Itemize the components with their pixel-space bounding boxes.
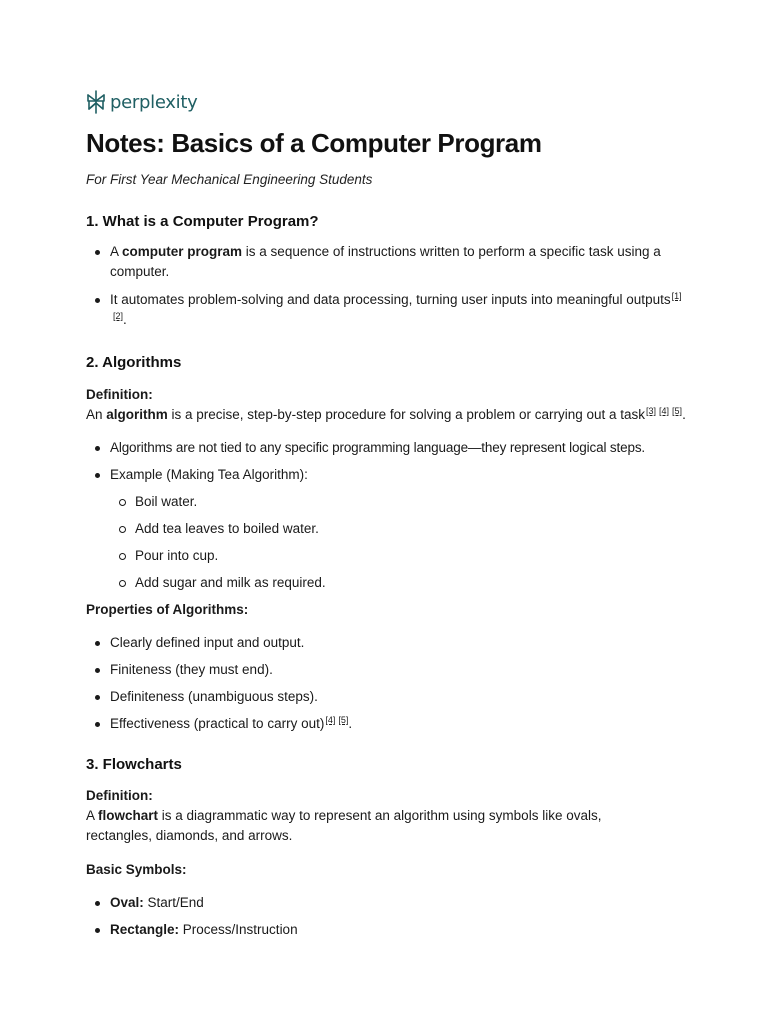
properties-label: Properties of Algorithms: [86, 602, 249, 617]
symbol-desc: Start/End [143, 895, 204, 910]
text-run: . [682, 407, 686, 422]
list-item [86, 920, 686, 940]
sub-list-item: Add tea leaves to boiled water. [86, 519, 686, 539]
text-run: is a diagrammatic way to represent an algorithm using symbols like ovals, rectangles, diamonds, and arrows. [86, 808, 602, 843]
list-item [86, 290, 686, 330]
text-run: . [123, 312, 127, 327]
text-run: A [86, 808, 99, 823]
bold-term: flowchart [98, 808, 159, 823]
sub-list-item: Pour into cup. [86, 546, 686, 566]
list-item: Finiteness (they must end). [86, 660, 686, 680]
text-run: Effectiveness (practical to carry out) [110, 716, 325, 731]
sub-list-item: Boil water. [86, 492, 686, 512]
list-item: Definiteness (unambiguous steps). [86, 687, 686, 707]
text-run: is a precise, step-by-step procedure for solving a problem or carrying out a task [167, 407, 646, 422]
symbols-label: Basic Symbols: [86, 862, 187, 877]
text-run: An [86, 407, 107, 422]
brand-logo [86, 90, 197, 114]
bullet-list [86, 893, 686, 940]
bullet-list [86, 633, 686, 734]
text-run: Example (Making Tea Algorithm): [110, 467, 308, 482]
list-item [86, 242, 686, 282]
citation-link[interactable]: [2] [113, 311, 124, 321]
section-heading: 1. What is a Computer Program? [86, 213, 319, 230]
text-run: is a sequence of instructions written to perform a specific task using a computer. [110, 244, 661, 279]
definition-text [86, 806, 646, 846]
bullet-list [86, 242, 686, 330]
brand-name: perplexity [110, 91, 198, 113]
sub-list-item: Add sugar and milk as required. [86, 573, 686, 593]
definition-label: Definition: [86, 788, 153, 803]
perplexity-logo-icon [86, 90, 106, 114]
list-item: Clearly defined input and output. [86, 633, 686, 653]
bold-term: computer program [122, 244, 243, 259]
text-run: . [348, 716, 353, 731]
citation-link[interactable]: [5] [338, 715, 349, 725]
definition-block [86, 786, 686, 846]
citation-link[interactable]: [3] [646, 406, 657, 416]
symbol-name: Oval: [110, 895, 144, 910]
bullet-list [86, 438, 686, 485]
document-body [86, 212, 686, 940]
list-item: Algorithms are not tied to any specific programming language—they represent logical steps. [86, 438, 686, 458]
section-heading: 3. Flowcharts [86, 756, 182, 773]
citation-link[interactable]: [5] [672, 406, 683, 416]
definition-label: Definition: [86, 387, 153, 402]
page-title: Notes: Basics of a Computer Program [86, 128, 542, 158]
definition-block [86, 385, 686, 425]
text-run: It automates problem-solving and data processing, turning user inputs into meaningful outputs [110, 292, 671, 307]
text-run: A [110, 244, 123, 259]
symbol-name: Rectangle: [110, 922, 180, 937]
citation-link[interactable]: [4] [659, 406, 670, 416]
citation-link[interactable]: [1] [671, 291, 682, 301]
list-item [86, 893, 686, 913]
symbol-desc: Process/Instruction [179, 922, 298, 937]
page-subtitle: For First Year Mechanical Engineering Students [86, 172, 373, 187]
section-heading: 2. Algorithms [86, 354, 182, 371]
list-item [86, 714, 686, 734]
definition-text [86, 405, 686, 425]
citation-link[interactable]: [4] [325, 715, 336, 725]
bold-term: algorithm [106, 407, 168, 422]
list-item [86, 465, 686, 485]
sub-list [86, 492, 686, 593]
